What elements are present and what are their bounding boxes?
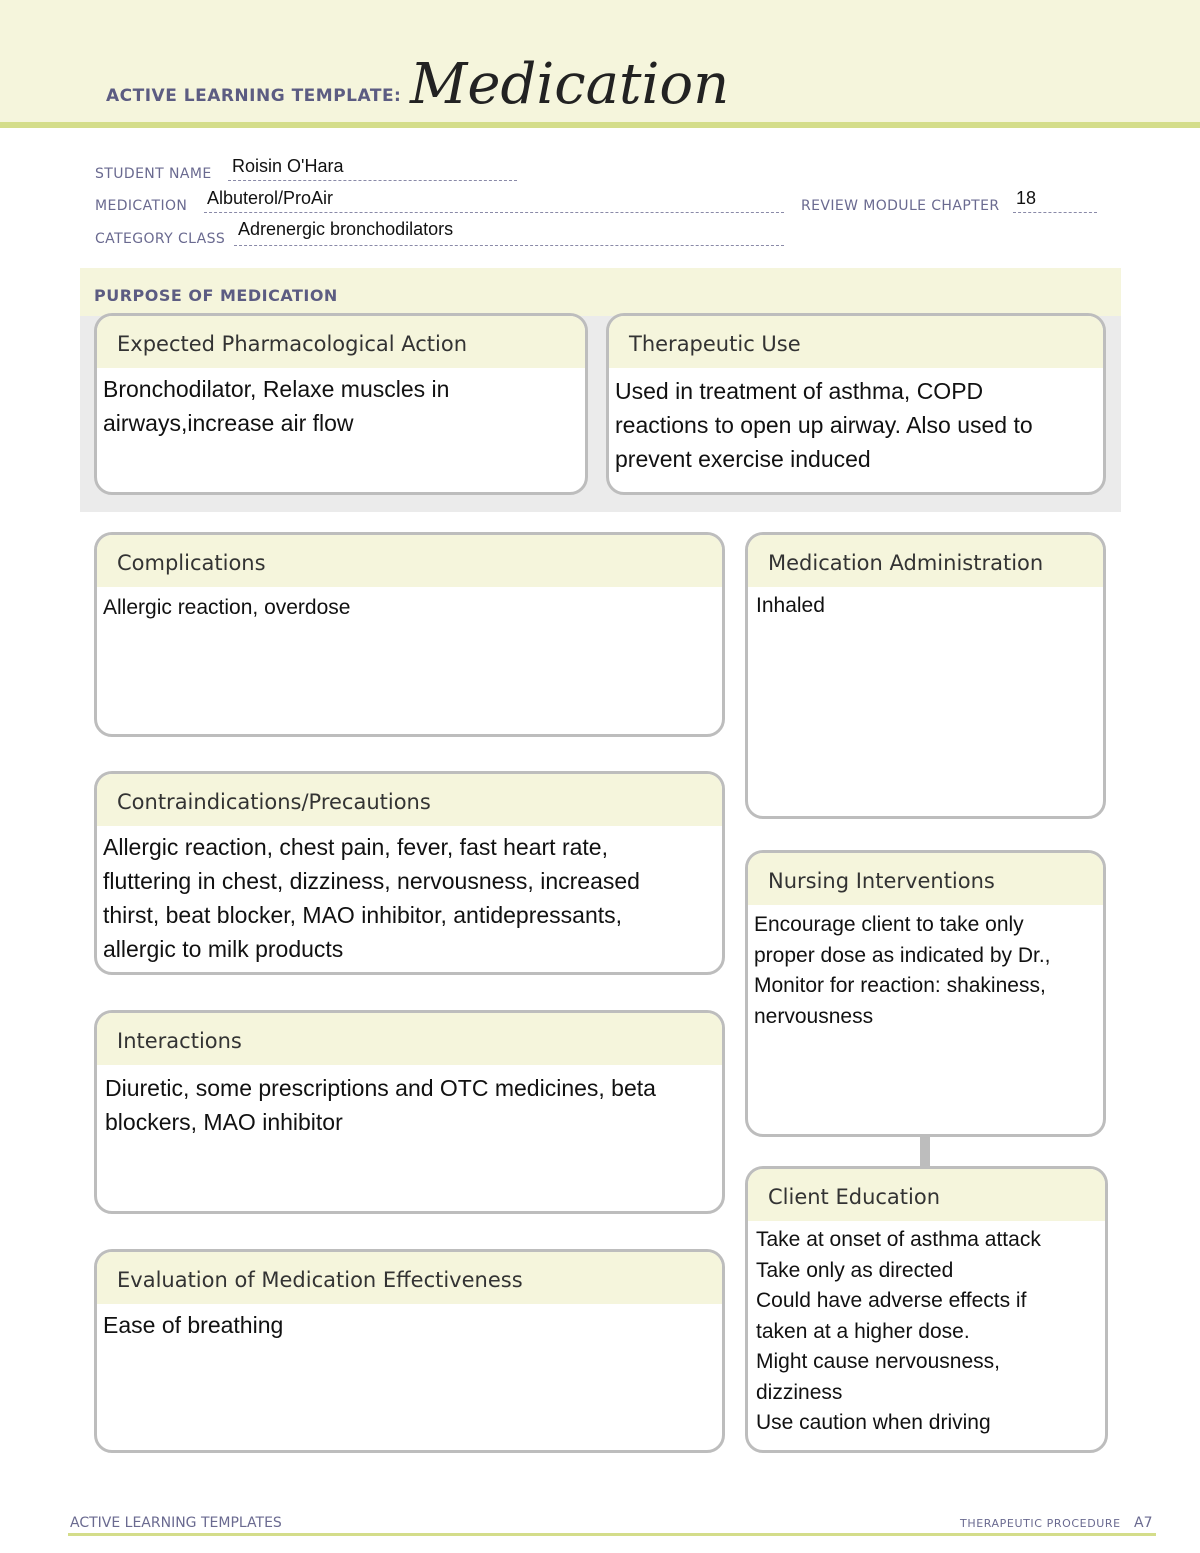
header-rule — [0, 122, 1200, 128]
medication-label: MEDICATION — [95, 198, 188, 214]
complications-text[interactable]: Allergic reaction, overdose — [103, 596, 351, 619]
nursing-interventions-title: Nursing Interventions — [748, 853, 1103, 905]
interactions-text[interactable]: Diuretic, some prescriptions and OTC medicines, beta blockers, MAO inhibitor — [105, 1075, 656, 1135]
medication-line — [204, 212, 784, 213]
student-name-line — [228, 180, 517, 181]
nursing-interventions-box — [745, 850, 1106, 1137]
expected-action-text[interactable]: Bronchodilator, Relaxe muscles in airways,increase air flow — [103, 376, 450, 436]
medication-field[interactable]: Albuterol/ProAir — [207, 188, 334, 208]
review-module-field[interactable]: 18 — [1016, 188, 1037, 208]
footer-title: ACTIVE LEARNING TEMPLATES — [70, 1515, 282, 1531]
nursing-interventions-text[interactable]: Encourage client to take only proper dose as indicated by Dr., Monitor for reaction: shakiness, nervousness — [754, 913, 1051, 1028]
contraindications-text[interactable]: Allergic reaction, chest pain, fever, fast heart rate, fluttering in chest, dizziness, nervousness, increased thirst, beat blocker, MAO inhibitor, antidepressants, allergic to milk products — [103, 834, 640, 962]
interventions-education-connector — [920, 1136, 930, 1166]
therapeutic-use-box — [606, 313, 1106, 495]
medication-administration-box — [745, 532, 1106, 819]
purpose-label: PURPOSE OF MEDICATION — [94, 286, 338, 305]
review-module-label: REVIEW MODULE CHAPTER — [801, 198, 1000, 214]
medication-administration-title: Medication Administration — [748, 535, 1103, 587]
client-education-text[interactable]: Take at onset of asthma attack Take only as directed Could have adverse effects if taken at a higher dose. Might cause nervousness, dizziness Use caution when driving — [756, 1228, 1041, 1434]
evaluation-title: Evaluation of Medication Effectiveness — [97, 1252, 722, 1304]
interactions-box — [94, 1010, 725, 1214]
contraindications-title: Contraindications/Precautions — [97, 774, 722, 826]
complications-title: Complications — [97, 535, 722, 587]
evaluation-box — [94, 1249, 725, 1453]
footer-rule — [68, 1533, 1156, 1536]
footer-section: THERAPEUTIC PROCEDURE — [960, 1517, 1121, 1530]
student-name-label: STUDENT NAME — [95, 166, 212, 182]
page-number: A7 — [1134, 1515, 1153, 1531]
client-education-title: Client Education — [748, 1169, 1105, 1221]
medication-administration-text[interactable]: Inhaled — [756, 594, 825, 617]
student-name-field[interactable]: Roisin O'Hara — [232, 156, 344, 176]
page-title: Medication — [410, 52, 730, 117]
therapeutic-use-text[interactable]: Used in treatment of asthma, COPD reactions to open up airway. Also used to prevent exercise induced — [615, 378, 1033, 472]
category-class-label: CATEGORY CLASS — [95, 231, 226, 247]
category-class-line — [234, 245, 784, 246]
expected-action-title: Expected Pharmacological Action — [97, 316, 585, 368]
evaluation-text[interactable]: Ease of breathing — [103, 1312, 284, 1338]
review-module-line — [1013, 212, 1097, 213]
interactions-title: Interactions — [97, 1013, 722, 1065]
therapeutic-use-title: Therapeutic Use — [609, 316, 1103, 368]
contraindications-box — [94, 771, 725, 975]
category-class-field[interactable]: Adrenergic bronchodilators — [238, 219, 454, 239]
complications-box — [94, 532, 725, 737]
template-label: ACTIVE LEARNING TEMPLATE: — [106, 86, 402, 106]
client-education-box — [745, 1166, 1108, 1453]
expected-action-box — [94, 313, 588, 495]
